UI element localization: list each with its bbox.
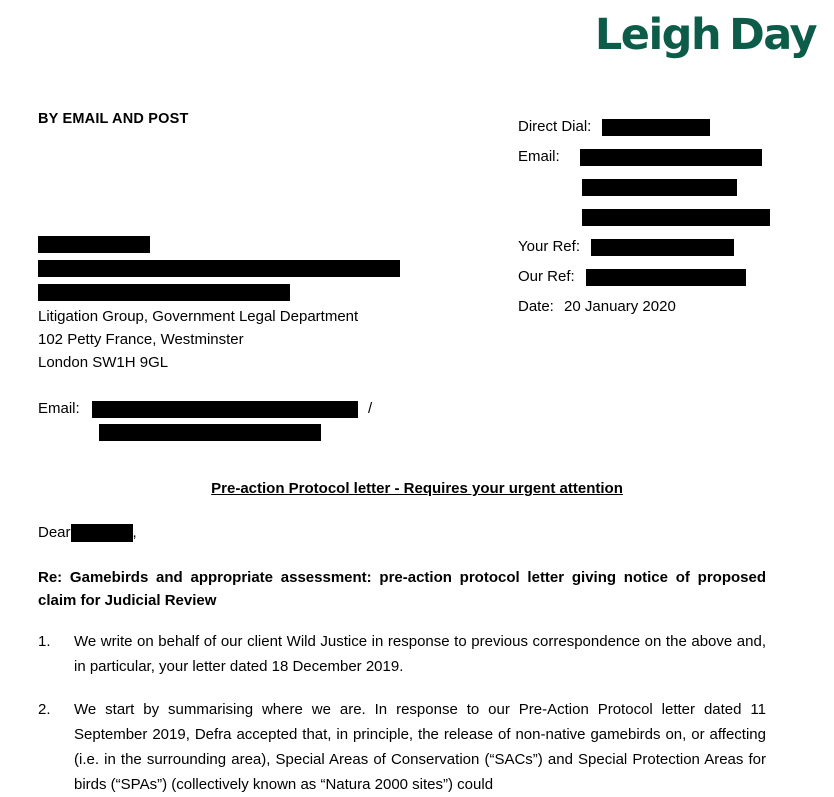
redaction-salutation-name: [71, 524, 133, 542]
logo-word-day: Day: [729, 10, 816, 60]
recipient-address: [38, 305, 358, 374]
direct-dial-label: Direct Dial:: [518, 118, 592, 135]
salutation: [38, 524, 137, 542]
redaction-recipient-email-2: [99, 424, 321, 441]
paragraph-1: [38, 629, 766, 679]
redaction-our-ref: [586, 269, 746, 286]
redaction-recipient-line-1: [38, 236, 150, 253]
contact-row-email-3: [518, 202, 770, 232]
date-label: Date:: [518, 298, 554, 315]
contact-row-direct-dial: [518, 112, 770, 142]
redaction-recipient-line-2: [38, 260, 400, 277]
redaction-email-2: [582, 179, 737, 196]
paragraph-1-number: 1.: [38, 633, 51, 650]
contact-row-our-ref: [518, 262, 770, 292]
contact-email-label: Email:: [518, 148, 560, 165]
document-title-text: Pre-action Protocol letter - Requires your urgent attention: [211, 480, 623, 497]
contact-row-email-2: [518, 172, 770, 202]
recipient-address-line-2: 102 Petty France, Westminster: [38, 331, 244, 348]
redaction-your-ref: [591, 239, 734, 256]
paragraph-2: [38, 697, 766, 797]
recipient-email-label: Email:: [38, 400, 80, 417]
paragraph-1-text: We write on behalf of our client Wild Justice in response to previous correspondence on the above and, in particular, your letter dated 18 December 2019.: [74, 633, 766, 675]
redaction-email-1: [580, 149, 762, 166]
recipient-address-line-1: Litigation Group, Government Legal Department: [38, 308, 359, 325]
your-ref-label: Your Ref:: [518, 238, 580, 255]
redaction-direct-dial: [602, 119, 710, 136]
redaction-recipient-line-3: [38, 284, 290, 301]
redaction-email-3: [582, 209, 770, 226]
our-ref-label: Our Ref:: [518, 268, 575, 285]
contact-row-date: [518, 292, 770, 322]
salutation-suffix: ,: [132, 524, 137, 541]
paragraph-2-text: We start by summarising where we are. In response to our Pre-Action Protocol letter dated 11 September 2019, Defra accepted that, in principle, the release of non-native gamebirds on, or affecting (i.e. in the surrounding area), Special Areas of Conservation (“SACs”) and Special Protection Areas for birds (“SPAs”) (collectively known as “Natura 2000 sites”) could: [74, 701, 766, 793]
recipient-email-separator: /: [368, 400, 373, 417]
document-title: [0, 480, 834, 497]
logo-word-leigh: Leigh: [594, 10, 721, 60]
recipient-address-line-3: London SW1H 9GL: [38, 354, 169, 371]
delivery-note: BY EMAIL AND POST: [38, 111, 189, 127]
contact-block: [518, 112, 770, 322]
subject-line: Re: Gamebirds and appropriate assessment: pre-action protocol letter giving notice of proposed claim for Judicial Review: [38, 569, 766, 609]
salutation-prefix: Dear: [38, 524, 71, 541]
paragraph-2-number: 2.: [38, 701, 51, 718]
recipient-email-row-2: [99, 418, 321, 446]
date-value: 20 January 2020: [564, 298, 676, 315]
contact-row-email: [518, 142, 770, 172]
redaction-recipient-email-1: [92, 401, 358, 418]
contact-row-your-ref: [518, 232, 770, 262]
leigh-day-logo: [594, 10, 816, 60]
